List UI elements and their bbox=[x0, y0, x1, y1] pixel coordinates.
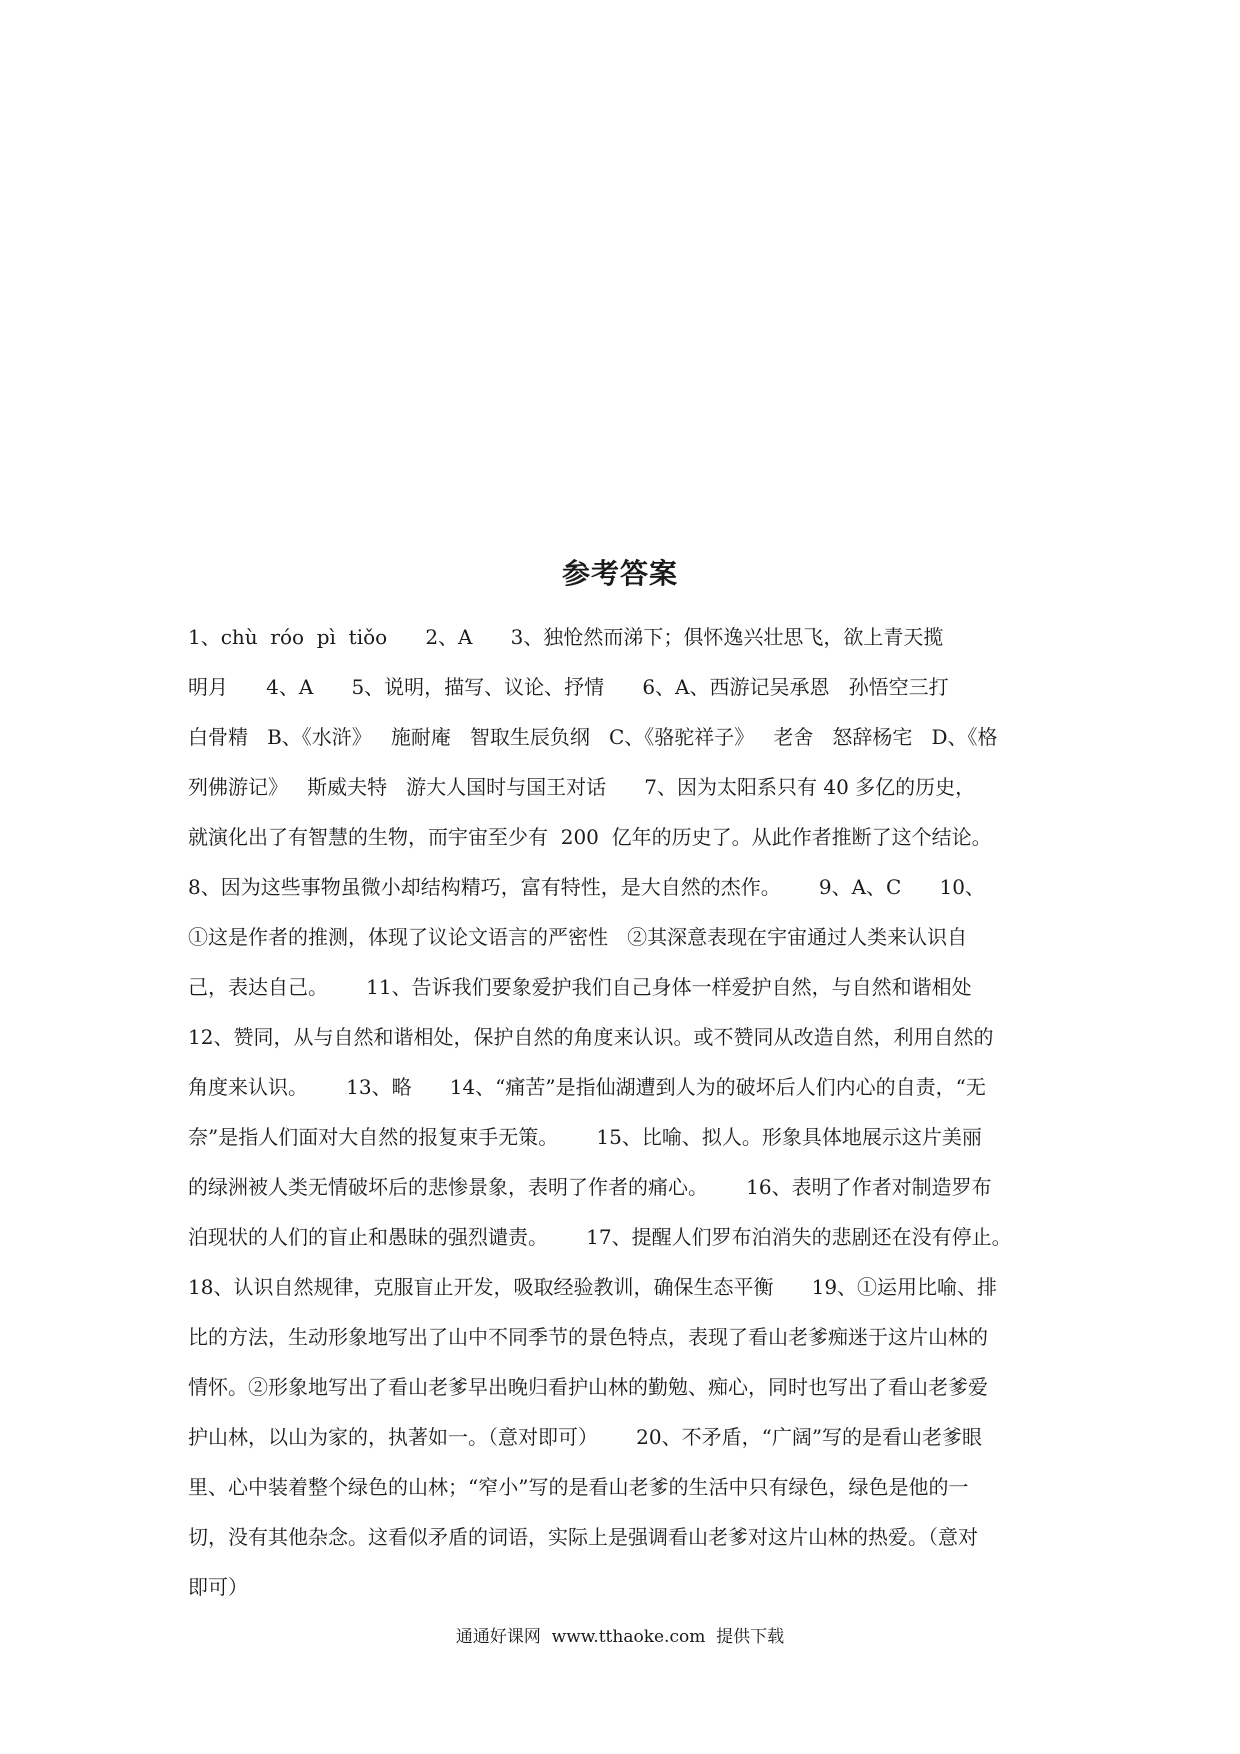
answer-line: 即可） bbox=[188, 1575, 248, 1599]
answer-line: 比的方法，生动形象地写出了山中不同季节的景色特点，表现了看山老爹痴迷于这片山林的 bbox=[188, 1325, 988, 1349]
answer-line: 护山林，以山为家的，执著如一。（意对即可） 20、不矛盾，“广阔”写的是看山老爹眼 bbox=[188, 1425, 983, 1449]
answer-line: 12、赞同，从与自然和谐相处，保护自然的角度来认识。或不赞同从改造自然，利用自然的 bbox=[188, 1025, 994, 1049]
answer-line: 己，表达自己。 11、告诉我们要象爱护我们自己身体一样爱护自然，与自然和谐相处 bbox=[188, 975, 972, 999]
answer-line: 8、因为这些事物虽微小却结构精巧，富有特性，是大自然的杰作。 9、A、C 10、 bbox=[188, 875, 985, 899]
answer-line: 明月 4、A 5、说明，描写、议论、抒情 6、A、西游记吴承恩 孙悟空三打 bbox=[188, 675, 949, 699]
answer-line: 就演化出了有智慧的生物，而宇宙至少有 200 亿年的历史了。从此作者推断了这个结论。 bbox=[188, 825, 992, 849]
page-title: 参考答案 bbox=[561, 557, 678, 590]
answer-body bbox=[188, 612, 1058, 1612]
answer-line: 1、chù róo pì tiǒo 2、A 3、独怆然而涕下；俱怀逸兴壮思飞，欲上青天揽 bbox=[188, 625, 944, 649]
answer-line: 18、认识自然规律，克服盲止开发，吸取经验教训，确保生态平衡 19、①运用比喻、排 bbox=[188, 1275, 998, 1299]
answer-line: ①这是作者的推测，体现了议论文语言的严密性 ②其深意表现在宇宙通过人类来认识自 bbox=[188, 925, 968, 949]
answer-line: 的绿洲被人类无情破坏后的悲惨景象，表明了作者的痛心。 16、表明了作者对制造罗布 bbox=[188, 1175, 992, 1199]
answer-line: 情怀。②形象地写出了看山老爹早出晚归看护山林的勤勉、痴心，同时也写出了看山老爹爱 bbox=[188, 1375, 988, 1399]
answer-line: 泊现状的人们的盲止和愚昧的强烈谴责。 17、提醒人们罗布泊消失的悲剧还在没有停止。 bbox=[188, 1225, 1012, 1249]
page-footer: 通通好课网 www.tthaoke.com 提供下载 bbox=[455, 1627, 785, 1647]
answer-line: 里、心中装着整个绿色的山林；“窄小”写的是看山老爹的生活中只有绿色，绿色是他的一 bbox=[188, 1475, 969, 1499]
answer-line: 奈”是指人们面对大自然的报复束手无策。 15、比喻、拟人。形象具体地展示这片美丽 bbox=[188, 1125, 982, 1149]
answer-line: 白骨精 B、《水浒》 施耐庵 智取生辰负纲 C、《骆驼祥子》 老舍 怒辞杨宅 D、《格 bbox=[188, 725, 998, 749]
answer-line: 切，没有其他杂念。这看似矛盾的词语，实际上是强调看山老爹对这片山林的热爱。（意对 bbox=[188, 1525, 978, 1549]
answer-line: 列佛游记》 斯威夫特 游大人国时与国王对话 7、因为太阳系只有 40 多亿的历史， bbox=[188, 775, 976, 799]
answer-line: 角度来认识。 13、略 14、“痛苦”是指仙湖遭到人为的破坏后人们内心的自责，“无 bbox=[188, 1075, 986, 1099]
